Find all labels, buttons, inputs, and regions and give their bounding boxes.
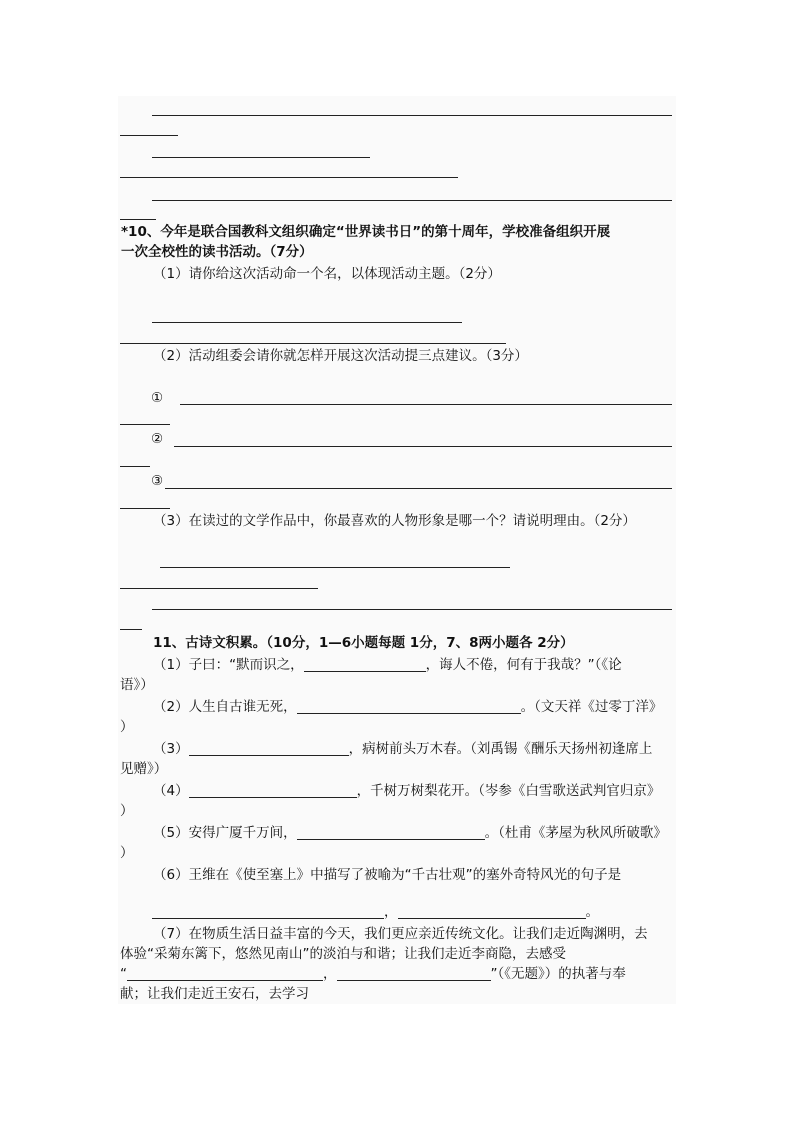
q11-item-5-blank[interactable] — [297, 825, 485, 840]
q11-item-7-sep: ， — [323, 966, 337, 982]
q11-item-6-sep: ， — [384, 904, 398, 920]
answer-line[interactable] — [152, 200, 672, 201]
suggestion-2-line[interactable] — [174, 446, 672, 447]
q11-item-3 — [153, 739, 652, 759]
q11-item-3-text: （3） — [153, 741, 189, 757]
q11-item-6-blank-1[interactable] — [152, 904, 384, 919]
suggestion-marker-1: ① — [151, 390, 164, 406]
q11-item-4 — [153, 781, 660, 801]
answer-line[interactable] — [160, 567, 510, 568]
answer-line[interactable] — [120, 466, 150, 467]
q10-sub3-prompt: （3）在读过的文学作品中，你最喜欢的人物形象是哪一个？请说明理由。（2分） — [153, 513, 636, 529]
q10-sub1-prompt: （1）请你给这次活动命一个名，以体现活动主题。（2分） — [153, 266, 501, 282]
q11-item-2-text-b: 。（文天祥《过零丁洋》 — [520, 699, 663, 715]
q11-item-6: （6）王维在《使至塞上》中描写了被喻为“千古壮观”的塞外奇特风光的句子是 — [153, 867, 622, 883]
suggestion-3-line[interactable] — [165, 488, 672, 489]
q10-title-cont: 一次全校性的读书活动。（7分） — [121, 244, 313, 260]
q10-sub2-prompt: （2）活动组委会请你就怎样开展这次活动提三点建议。（3分） — [153, 348, 528, 364]
q11-item-2-blank[interactable] — [297, 699, 521, 714]
q11-item-6-end: 。 — [585, 904, 599, 920]
q11-item-3-text-b: ，病树前头万木春。（刘禹锡《酬乐天扬州初逢席上 — [348, 741, 653, 757]
q11-item-4-text: （4） — [153, 783, 189, 799]
answer-line[interactable] — [152, 157, 370, 158]
q11-item-7-quote: “ — [120, 966, 127, 982]
q11-item-1-wrap: 语》） — [120, 677, 154, 693]
answer-line[interactable] — [152, 609, 672, 610]
suggestion-marker-3: ③ — [151, 473, 164, 489]
q11-item-4-text-b: ，千树万树梨花开。（岑参《白雪歌送武判官归京》 — [356, 783, 661, 799]
answer-line[interactable] — [120, 219, 156, 220]
q11-item-7-blank-2[interactable] — [337, 966, 491, 981]
q11-item-4-wrap: ） — [120, 803, 134, 819]
q11-item-7: （7）在物质生活日益丰富的今天，我们更应亲近传统文化。让我们走近陶渊明，去 — [153, 926, 648, 942]
answer-line[interactable] — [120, 135, 178, 136]
suggestion-1-line[interactable] — [180, 404, 672, 405]
q11-item-5 — [153, 823, 667, 843]
q11-item-7-text-c: ”（《无题》）的执著与奉 — [490, 966, 626, 982]
q11-item-2-text: （2）人生自古谁无死， — [153, 699, 297, 715]
answer-line[interactable] — [152, 322, 462, 323]
q11-item-4-blank[interactable] — [189, 783, 357, 798]
q11-item-5-text-b: 。（杜甫《茅屋为秋风所破歌》 — [484, 825, 667, 841]
q11-item-6-answer — [152, 902, 599, 922]
q11-item-7-line4: 献；让我们走近王安石，去学习 — [120, 986, 309, 1002]
q11-item-2-wrap: ） — [120, 719, 134, 735]
answer-line[interactable] — [120, 508, 170, 509]
q11-item-5-text: （5）安得广厦千万间， — [153, 825, 297, 841]
q11-item-1-blank[interactable] — [304, 657, 426, 672]
answer-line[interactable] — [120, 343, 506, 344]
q10-title: *10、今年是联合国教科文组织确定“世界读书日”的第十周年，学校准备组织开展 — [121, 224, 611, 240]
answer-line[interactable] — [152, 115, 672, 116]
q11-item-1 — [153, 655, 622, 675]
q11-item-1-text: （1）子曰：“默而识之， — [153, 657, 304, 673]
q11-item-7-line3 — [120, 964, 626, 984]
answer-line[interactable] — [120, 629, 142, 630]
q11-item-5-wrap: ） — [120, 845, 134, 861]
q11-item-7-blank-1[interactable] — [127, 966, 323, 981]
q11-item-2 — [153, 697, 662, 717]
suggestion-marker-2: ② — [151, 431, 164, 447]
answer-line[interactable] — [120, 177, 458, 178]
answer-line[interactable] — [120, 588, 318, 589]
q11-item-1-text-b: ，诲人不倦，何有于我哉？”（《论 — [425, 657, 622, 673]
q11-title: 11、古诗文积累。（10分，1—6小题每题 1分，7、8两小题各 2分） — [153, 635, 574, 651]
q11-item-3-blank[interactable] — [189, 741, 349, 756]
answer-line[interactable] — [120, 424, 170, 425]
q11-item-3-wrap: 见赠》） — [120, 761, 168, 777]
q11-item-6-blank-2[interactable] — [398, 904, 586, 919]
q11-item-7-line2: 体验“采菊东篱下，悠然见南山”的淡泊与和谐；让我们走近李商隐，去感受 — [120, 946, 566, 962]
